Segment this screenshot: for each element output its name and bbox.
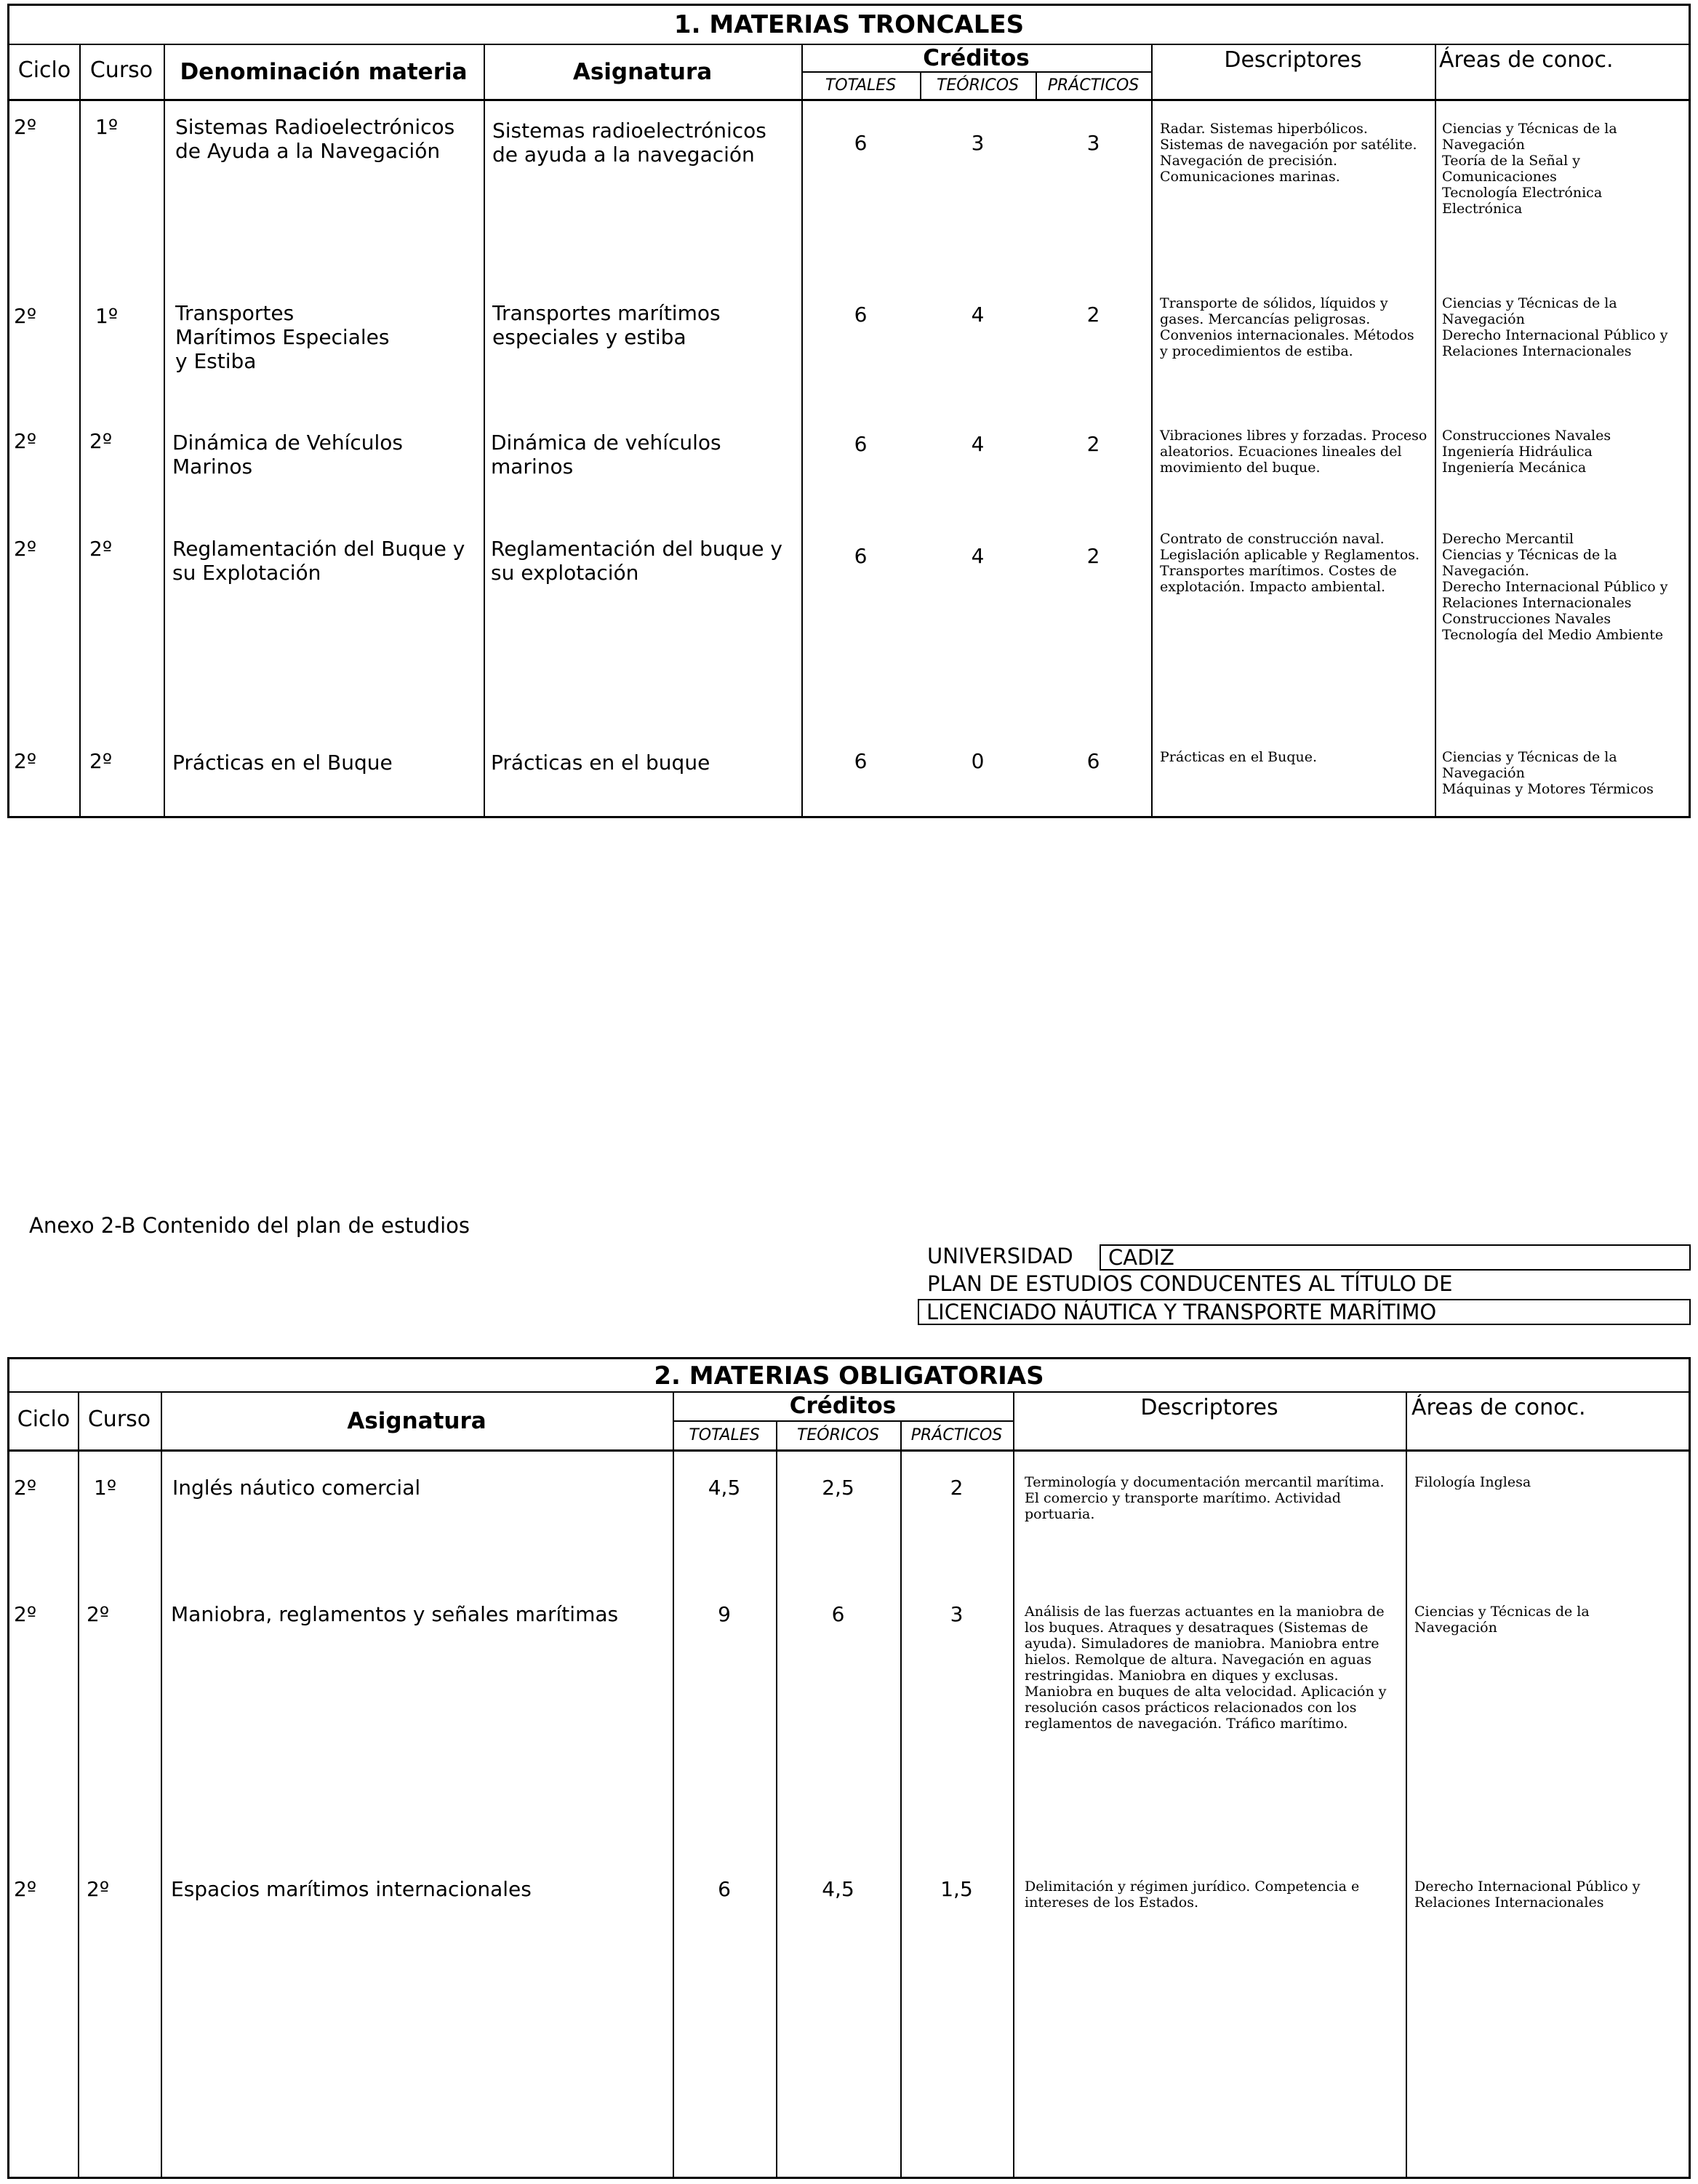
row3-totales: 6 [854,432,868,456]
row3-curso: 2º [89,429,113,453]
titulo-value: LICENCIADO NÁUTICA Y TRANSPORTE MARÍTIMO [926,1300,1437,1324]
header-areas: Áreas de conoc. [1411,1395,1586,1420]
row3-teoricos: 4,5 [822,1877,854,1901]
row1-descriptores: Terminología y documentación mercantil marítima. El comercio y transporte marítimo. Actividad portuaria. [1025,1474,1385,1522]
row1-areas: Filología Inglesa [1414,1474,1531,1490]
header-asignatura: Asignatura [572,59,713,85]
row3-denominacion: Dinámica de Vehículos Marinos [172,431,404,479]
row2-teoricos: 6 [831,1602,845,1626]
row1-asignatura: Inglés náutico comercial [172,1476,421,1500]
row4-curso: 2º [89,537,113,561]
row5-areas: Ciencias y Técnicas de la Navegación Máquinas y Motores Térmicos [1442,749,1654,797]
row5-totales: 6 [854,749,868,773]
universidad-label: UNIVERSIDAD [927,1244,1073,1268]
row1-curso: 1º [94,1476,117,1500]
row1-totales: 6 [854,131,868,155]
row5-denominacion: Prácticas en el Buque [172,751,393,775]
header-descriptores: Descriptores [1224,47,1362,73]
row2-practicos: 2 [1086,303,1100,327]
row1-practicos: 3 [1086,131,1100,155]
row3-areas: Construcciones Navales Ingeniería Hidráulica Ingeniería Mecánica [1442,428,1611,476]
header-descriptores: Descriptores [1140,1395,1278,1420]
row2-asignatura: Maniobra, reglamentos y señales marítimas [171,1602,619,1626]
row4-ciclo: 2º [14,537,37,561]
row1-areas: Ciencias y Técnicas de la Navegación Teoría de la Señal y Comunicaciones Tecnología Electrónica Electrónica [1442,121,1617,217]
row3-practicos: 1,5 [940,1877,973,1901]
row3-descriptores: Vibraciones libres y forzadas. Proceso aleatorios. Ecuaciones lineales del movimiento del buque. [1160,428,1427,476]
row1-teoricos: 3 [971,131,985,155]
row3-descriptores: Delimitación y régimen jurídico. Competencia e intereses de los Estados. [1025,1879,1360,1911]
row2-areas: Ciencias y Técnicas de la Navegación Derecho Internacional Público y Relaciones Internacionales [1442,295,1668,359]
row1-ciclo: 2º [14,1476,37,1500]
row5-ciclo: 2º [14,749,37,773]
row3-ciclo: 2º [14,1877,37,1901]
row1-curso: 1º [95,115,119,139]
row2-descriptores: Transporte de sólidos, líquidos y gases. Mercancías peligrosas. Convenios internacionales. Métodos y procedimientos de estiba. [1160,295,1414,359]
row2-descriptores: Análisis de las fuerzas actuantes en la maniobra de los buques. Atraques y desatraques (Sistemas de ayuda). Simuladores de maniobra. Maniobra entre hielos. Remolque de altura. Navegación en aguas restringidas. Maniobra en diques y exclusas. Maniobra en buques de alta velocidad. Aplicación y resolución casos prácticos relacionados con los reglamentos de navegación. Tráfico marítimo. [1025,1604,1387,1732]
row3-asignatura: Dinámica de vehículos marinos [491,431,721,479]
row5-teoricos: 0 [971,749,985,773]
annex-label: Anexo 2-B Contenido del plan de estudios [29,1213,470,1238]
row2-totales: 6 [854,303,868,327]
header-areas: Áreas de conoc. [1439,47,1614,73]
row2-denominacion: Transportes Marítimos Especiales y Estiba [175,301,390,373]
row4-practicos: 2 [1086,544,1100,568]
row4-totales: 6 [854,544,868,568]
row2-asignatura: Transportes marítimos especiales y estiba [492,301,721,349]
row3-areas: Derecho Internacional Público y Relaciones Internacionales [1414,1879,1641,1911]
header-practicos: PRÁCTICOS [1047,76,1140,95]
row5-curso: 2º [89,749,113,773]
row2-areas: Ciencias y Técnicas de la Navegación [1414,1604,1590,1636]
header-totales: TOTALES [825,76,897,95]
row3-asignatura: Espacios marítimos internacionales [171,1877,532,1901]
row1-denominacion: Sistemas Radioelectrónicos de Ayuda a la Navegación [175,115,455,163]
header-practicos: PRÁCTICOS [910,1426,1003,1444]
row4-descriptores: Contrato de construcción naval. Legislación aplicable y Reglamentos. Transportes marítimos. Costes de explotación. Impacto ambiental. [1160,531,1420,595]
row2-curso: 1º [95,304,119,328]
universidad-value: CADIZ [1108,1245,1174,1270]
table-title: 1. MATERIAS TRONCALES [673,10,1025,39]
row2-ciclo: 2º [14,1602,37,1626]
row3-totales: 6 [718,1877,731,1901]
row3-ciclo: 2º [14,429,37,453]
row4-denominacion: Reglamentación del Buque y su Explotación [172,537,465,585]
header-curso: Curso [87,1407,151,1432]
plan-label: PLAN DE ESTUDIOS CONDUCENTES AL TÍTULO DE [927,1271,1453,1296]
header-ciclo: Ciclo [17,1407,71,1432]
row3-teoricos: 4 [971,432,985,456]
table-title: 2. MATERIAS OBLIGATORIAS [654,1361,1044,1391]
row1-totales: 4,5 [708,1476,741,1500]
titulo-value-box [918,1299,1691,1325]
row5-asignatura: Prácticas en el buque [491,751,710,775]
header-teoricos: TEÓRICOS [936,76,1020,95]
row4-areas: Derecho Mercantil Ciencias y Técnicas de la Navegación. Derecho Internacional Público y Relaciones Internacionales Construcciones Navales Tecnología del Medio Ambiente [1442,531,1668,643]
row1-teoricos: 2,5 [822,1476,854,1500]
row4-asignatura: Reglamentación del buque y su explotación [491,537,782,585]
row1-practicos: 2 [950,1476,964,1500]
row3-curso: 2º [87,1877,110,1901]
row4-teoricos: 4 [971,544,985,568]
row3-practicos: 2 [1086,432,1100,456]
row2-curso: 2º [87,1602,110,1626]
row2-teoricos: 4 [971,303,985,327]
header-creditos: Créditos [789,1393,897,1419]
header-ciclo: Ciclo [17,57,71,83]
header-teoricos: TEÓRICOS [796,1426,880,1444]
universidad-value-box [1100,1244,1691,1271]
header-curso: Curso [89,57,153,83]
header-denominacion: Denominación materia [180,59,468,85]
row1-ciclo: 2º [14,115,37,139]
row5-descriptores: Prácticas en el Buque. [1160,749,1318,765]
row2-totales: 9 [718,1602,731,1626]
header-totales: TOTALES [689,1426,760,1444]
row1-descriptores: Radar. Sistemas hiperbólicos. Sistemas de navegación por satélite. Navegación de precisión. Comunicaciones marinas. [1160,121,1417,185]
table-materias-troncales [7,4,1691,818]
header-creditos: Créditos [923,45,1030,71]
row2-ciclo: 2º [14,304,37,328]
table-materias-obligatorias [7,1357,1691,2179]
row1-asignatura: Sistemas radioelectrónicos de ayuda a la navegación [492,119,766,167]
header-asignatura: Asignatura [347,1408,486,1434]
row5-practicos: 6 [1086,749,1100,773]
row2-practicos: 3 [950,1602,964,1626]
